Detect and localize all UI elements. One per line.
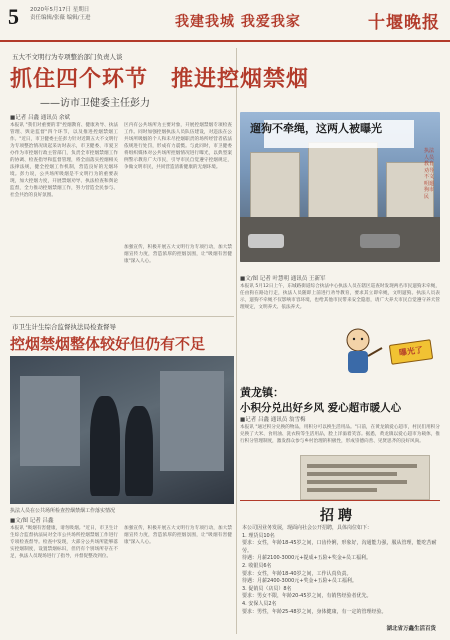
- article3-byline: ■文/图 记者 吕鑫: [10, 518, 54, 524]
- article2-title: 遛狗不牵绳，这两人被曝光: [250, 122, 382, 135]
- masthead-date: 2020年5月17日 星期日: [30, 7, 90, 13]
- article3-caption: 执法人员在公共场所检查控烟禁烟工作落实情况: [10, 508, 116, 514]
- person-shape: [90, 396, 120, 496]
- article1-kicker: 五大不文明行为专项整治部门负责人谈: [12, 53, 123, 61]
- building-shape: [308, 142, 378, 222]
- recruitment-line: 待遇：月薪2400-3000元+奖金+五险+员工福利。: [242, 578, 357, 585]
- column-header: 黄龙镇：: [240, 386, 284, 399]
- article2-byline: ■文/图 记者 叶慧明 通讯员 王新军: [240, 276, 326, 282]
- points-board-photo: [300, 455, 430, 500]
- recruitment-line: 4. 安保人员2名: [242, 600, 277, 607]
- section-divider: [10, 316, 234, 317]
- article3-body: 本报讯 "吸烟有害健康，请勿吸烟。"近日，市卫生计生综合监督执法局对全市公共场所控烟禁烟工作进行专项检查督导。检查中发现，大部分公共场所能够落实控烟制度，设置禁烟标识，但仍有个别场所存在不足，执法人员现场进行了指导，并督促整改到位。: [10, 526, 118, 559]
- inspection-photo: [10, 356, 234, 504]
- board-line: [307, 464, 417, 468]
- newspaper-logo: 十堰晚报: [368, 13, 440, 33]
- masthead-info: [30, 6, 140, 22]
- cartoon-figure-icon: [330, 322, 390, 382]
- recruitment-line: 3. 促销员（店员）8名: [242, 585, 292, 592]
- exposure-sign: 曝光了: [389, 339, 433, 365]
- recruitment-line: 要求：女性，年龄18-40岁之间，工作认真负责。: [242, 570, 352, 577]
- article3-headline: 控烟禁烟整体较好但仍有不足: [10, 335, 206, 353]
- person-shape: [125, 406, 153, 496]
- article1-body-extra: 加强宣传，积极开展五大文明行为专项行动，加大禁烟宣传力度，营造浓厚的控烟氛围，让"吸烟有害健康"深入人心。: [124, 245, 232, 264]
- recruitment-body: [242, 525, 438, 616]
- masthead: [0, 0, 450, 42]
- board-line: [307, 488, 377, 492]
- article1-body-left: 本报讯 "我们对重要的非"控烟教育、健康劝导、执法管理、舆论监督"四个环节，以及推进控烟禁烟工作。"近日，市卫健委主任彭力针对近期五大不文明行为专项整治情况谈起采访时表示，市卫健委、市爱卫办作为市控烟行政主管部门，负责全市控烟禁烟工作的协调、检查指导和监督管理，将全面落实控烟相关法律法规，健全控烟工作机制，营造良好的无烟环境。彭力说，公共场所吸烟是不文明行为的重要表现，加大控烟力度，开展禁烟劝导、执法检查和舆论监督，全力推动控烟禁烟工作，努力营造全民参与、社会共治的良好氛围。: [10, 123, 118, 198]
- car-shape: [360, 234, 400, 248]
- board-line: [307, 472, 397, 476]
- car-shape: [248, 234, 284, 248]
- page-number: 5: [8, 4, 19, 29]
- recruitment-company: 湖北省万鑫生活百货: [386, 626, 436, 632]
- column-byline: ■记者 吕鑫 通讯员 翁雪梅: [240, 417, 306, 423]
- recruitment-line: 本公司因业务发展，现面向社会公开招聘，具体岗位如下：: [242, 525, 373, 531]
- building-shape: [250, 152, 300, 222]
- recruitment-title: 招聘: [320, 508, 356, 524]
- recruitment-line: 2. 收银员6名: [242, 562, 272, 569]
- recruitment-line: 待遇：月薪2100-3000元+提成+五险+奖金+员工福利。: [242, 555, 372, 562]
- article2-body: 本报讯 5月12日上午，东城路街道综合执法中心执法人员在辖区巡查时发现两名市民遛狗未牵绳，任由狗在路边行走，执法人员随即上前进行劝导教育，要求其立即牵绳，文明遛狗。执法人员表示，遛狗不牵绳不仅影响市容环境，也给其他市民带来安全隐患，请广大养犬市民自觉遵守养犬管理规定，文明养犬、依法养犬。: [240, 284, 440, 310]
- board-line: [307, 480, 407, 484]
- article1-subhead: ——访市卫健委主任彭力: [40, 98, 150, 109]
- shelf-shape: [20, 376, 80, 466]
- recruitment-ad: [240, 500, 440, 634]
- cartoon-illustration: [330, 322, 434, 382]
- shelf-shape: [160, 371, 224, 471]
- article1-headline: 抓住四个环节 推进控烟禁烟: [10, 66, 310, 92]
- column-divider: [236, 48, 237, 634]
- recruitment-line: 要求：男女不限，年龄20-45岁之间，有销售经验者优先。: [242, 593, 372, 600]
- recruitment-line: 要求：男性，年龄25-48岁之间，身体健康，有一定的管理经验。: [242, 608, 387, 615]
- column-title: 小积分兑出好乡风 爱心超市暖人心: [240, 402, 402, 414]
- photo-side-note: 执法人员教育劝导不文明遛狗市民: [424, 148, 435, 200]
- article3-body-cont: 加强宣传，积极开展五大文明行为专项行动，加大禁烟宣传力度，营造浓厚的控烟氛围，让"吸烟有害健康"深入人心。: [124, 526, 232, 545]
- recruitment-line: 要求：女性，年龄18-45岁之间，口齿伶俐，形象好，沟通能力强，服从管理，能吃苦耐劳。: [242, 540, 437, 554]
- column-body: 本报讯 "通过积分兑换的物品，用积分可以换生活用品。"日前，在黄龙镇爱心超市，村民们用积分兑换了大米、食用油、洗衣粉等生活用品，脸上洋溢着笑容。据悉，黄龙镇以爱心超市为载体，推行积分管理制度，激发群众参与乡村治理的积极性，形成崇德向善、见贤思齐的良好风尚。: [240, 425, 440, 444]
- article1-byline: ■记者 吕鑫 通讯员 余斌: [10, 115, 70, 121]
- article3-kicker: 市卫生计生综合监督执法局检查督导: [12, 323, 116, 331]
- recruitment-line: 1. 理货员10名: [242, 532, 275, 539]
- masthead-editors: 责任编辑/张薇 编辑/王进: [30, 15, 91, 21]
- section-slogan: 我建我城 我爱我家: [175, 14, 301, 30]
- article1-body-right: 区内有公共场所为主要对象，开展控烟禁烟专项检查工作。同时加强控烟执法人员队伍建设，对违法在公共场所吸烟的个人和未尽控烟职责的场所经营者依法依规进行处罚，形成有力震慑。与此同时，市卫健委将组织媒体对公共场所控烟情况进行曝光，以典型案例警示教育广大市民，引导市民自觉遵守控烟规定，争做文明市民，共同营造清新健康的无烟环境。: [124, 123, 232, 170]
